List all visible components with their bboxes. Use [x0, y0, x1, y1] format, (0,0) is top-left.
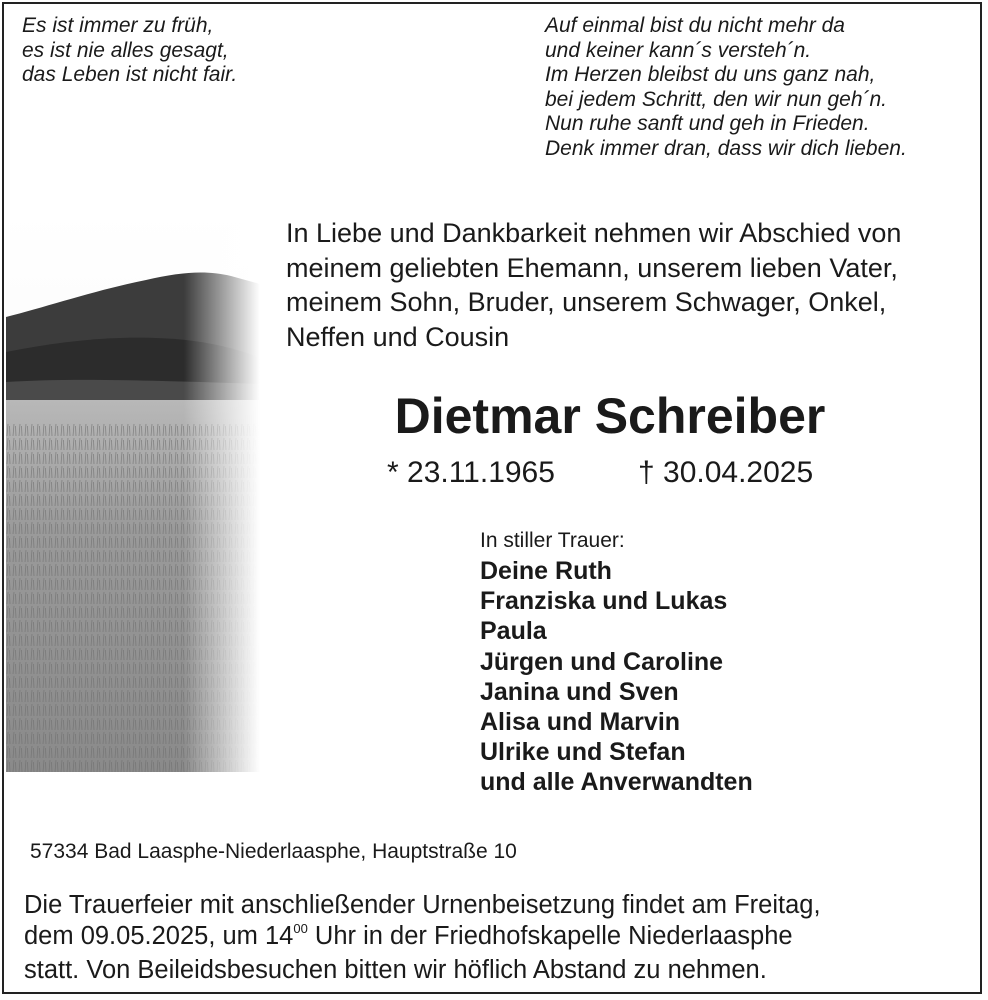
funeral-location: Uhr in der Friedhofskapelle Niederlaasphe [307, 921, 793, 950]
poem-right-line: und keiner kann´s versteh´n. [545, 38, 812, 62]
poem-right-line: Auf einmal bist du nicht mehr da [545, 14, 845, 37]
intro-text [286, 216, 901, 354]
intro-line: In Liebe und Dankbarkeit nehmen wir Abschied von [286, 218, 902, 248]
mourner-name: Ulrike und Stefan [480, 738, 686, 767]
poem-right-line: Denk immer dran, dass wir dich lieben. [545, 136, 907, 160]
mourners-list [480, 556, 753, 798]
poem-left-line: es ist nie alles gesagt, [22, 38, 229, 62]
funeral-line: Die Trauerfeier mit anschließender Urnenbeisetzung findet am Freitag, [24, 891, 821, 919]
landscape-photo [6, 212, 260, 772]
birth-date: * 23.11.1965 [387, 456, 555, 489]
poem-right-line: Im Herzen bleibst du uns ganz nah, [545, 63, 876, 87]
deceased-name: Dietmar Schreiber [394, 388, 826, 444]
poem-left-line: Es ist immer zu früh, [22, 14, 214, 37]
poem-left [22, 14, 237, 88]
mourner-name: Deine Ruth [480, 557, 612, 585]
mourner-name: Jürgen und Caroline [480, 647, 724, 676]
funeral-line: statt. Von Beileidsbesuchen bitten wir höflich Abstand zu nehmen. [24, 956, 767, 985]
intro-line: meinem geliebten Ehemann, unserem lieben Vater, [286, 252, 898, 283]
poem-right [545, 14, 907, 162]
poem-left-line: das Leben ist nicht fair. [22, 63, 238, 87]
intro-line: Neffen und Cousin [286, 321, 510, 352]
mourner-name: und alle Anverwandten [480, 768, 753, 797]
mourners-label: In stiller Trauer: [480, 529, 625, 552]
poem-right-line: bei jedem Schritt, den wir nun geh´n. [545, 87, 888, 111]
death-date: † 30.04.2025 [638, 456, 814, 489]
family-address: 57334 Bad Laasphe-Niederlaasphe, Hauptstraße 10 [30, 840, 517, 863]
funeral-line [24, 921, 821, 956]
poem-right-line: Nun ruhe sanft und geh in Frieden. [545, 112, 870, 136]
mourner-name: Franziska und Lukas [480, 587, 728, 616]
intro-line: meinem Sohn, Bruder, unserem Schwager, Onkel, [286, 287, 887, 317]
mourner-name: Paula [480, 617, 547, 646]
mourner-name: Alisa und Marvin [480, 708, 681, 737]
mourner-name: Janina und Sven [480, 677, 679, 706]
funeral-info [24, 890, 821, 986]
funeral-time-minutes: 00 [293, 920, 308, 936]
funeral-date-time: dem 09.05.2025, um 14 [24, 921, 294, 950]
